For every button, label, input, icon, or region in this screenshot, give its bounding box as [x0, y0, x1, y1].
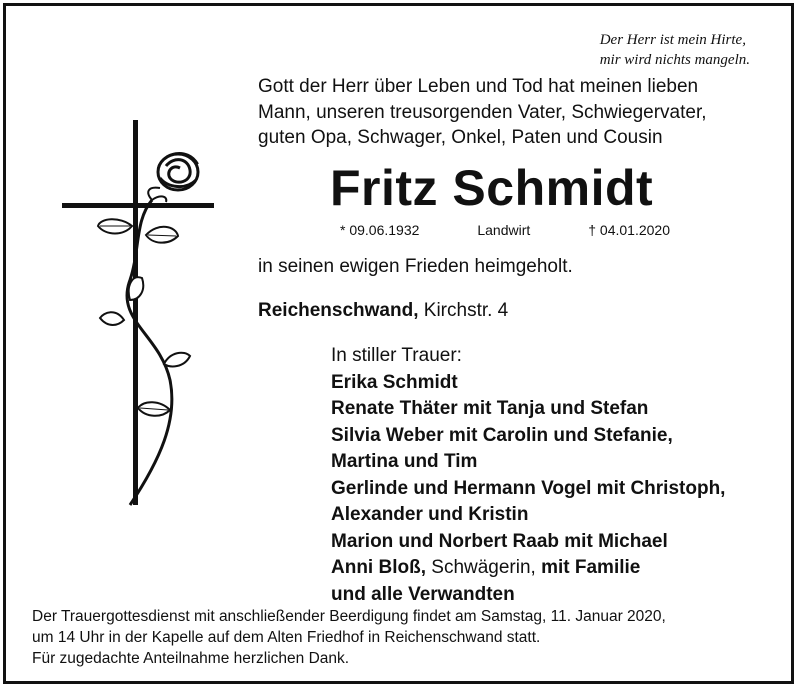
footer-line-3: Für zugedachte Anteilnahme herzlichen Dank.	[32, 650, 350, 667]
peace-text: in seinen ewigen Frieden heimgeholt.	[258, 256, 573, 277]
mourner-line	[331, 555, 725, 582]
mourner-line: Marion und Norbert Raab mit Michael	[331, 530, 668, 552]
mourner-name: Anni Bloß,	[331, 557, 426, 578]
birth-date: * 09.06.1932	[340, 222, 420, 238]
life-dates	[340, 222, 670, 238]
mourner-rest: mit Familie	[541, 557, 641, 578]
footer-line-1: Der Trauergottesdienst mit anschließender Beerdigung findet am Samstag, 11. Januar 2020,	[32, 608, 666, 625]
address-street: Kirchstr. 4	[423, 300, 509, 321]
profession: Landwirt	[477, 222, 531, 238]
cross-with-rose-icon	[60, 120, 220, 510]
mourner-line: Gerlinde und Hermann Vogel mit Christoph,	[331, 477, 726, 499]
death-date: † 04.01.2020	[588, 222, 670, 238]
intro-line-2: Mann, unseren treusorgenden Vater, Schwiegervater,	[258, 101, 707, 123]
quote-line-1: Der Herr ist mein Hirte,	[599, 32, 746, 48]
mourner-line: Martina und Tim	[331, 451, 478, 472]
mourner-line: und alle Verwandten	[331, 583, 515, 605]
mourner-line: Renate Thäter mit Tanja und Stefan	[331, 398, 649, 419]
intro-line-1: Gott der Herr über Leben und Tod hat meinen lieben	[258, 76, 699, 97]
service-info	[32, 606, 666, 669]
quote-line-2: mir wird nichts mangeln.	[599, 52, 750, 68]
bible-quote	[600, 30, 750, 70]
intro-line-3: guten Opa, Schwager, Onkel, Paten und Cousin	[258, 127, 663, 148]
deceased-name: Fritz Schmidt	[330, 160, 654, 216]
address	[258, 300, 508, 322]
intro-text	[258, 74, 748, 151]
address-town: Reichenschwand,	[258, 300, 419, 321]
footer-line-2: um 14 Uhr in der Kapelle auf dem Alten Friedhof in Reichenschwand statt.	[32, 629, 541, 646]
mourner-role: Schwägerin,	[431, 557, 536, 578]
mourners-heading: In stiller Trauer:	[331, 345, 462, 366]
mourner-line: Silvia Weber mit Carolin und Stefanie,	[331, 424, 673, 446]
mourner-line: Alexander und Kristin	[331, 504, 529, 525]
mourner-line: Erika Schmidt	[331, 371, 458, 393]
mourners-list	[331, 343, 725, 608]
